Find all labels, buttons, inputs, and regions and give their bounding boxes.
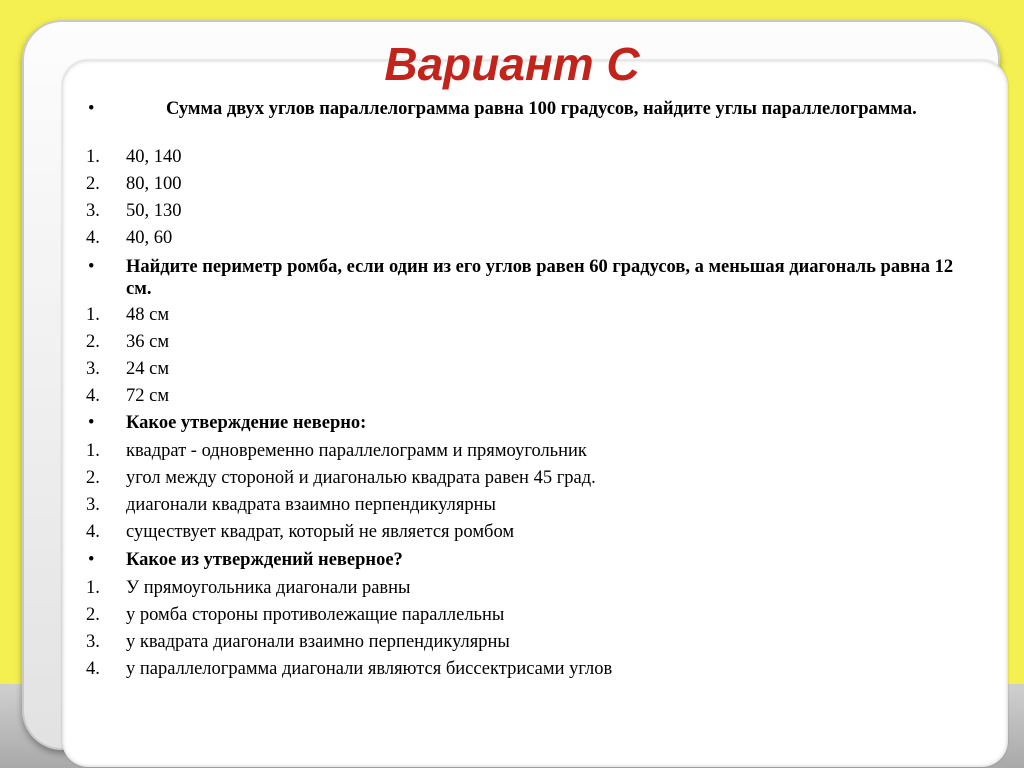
option-text: диагонали квадрата взаимно перпендикулярны bbox=[126, 495, 496, 515]
option-text: 24 см bbox=[126, 359, 170, 379]
option-number: 4. bbox=[86, 522, 100, 542]
question-text: Сумма двух углов параллелограмма равна 100 градусов, найдите углы параллелограмма. bbox=[166, 99, 917, 119]
option-number: 2. bbox=[86, 174, 100, 194]
option-text: угол между стороной и диагональю квадрата равен 45 град. bbox=[126, 468, 596, 488]
option-text: у параллелограмма диагонали являются биссектрисами углов bbox=[126, 659, 613, 679]
option-text: 48 см bbox=[126, 305, 170, 325]
option-text: у ромба стороны противолежащие параллельны bbox=[126, 605, 505, 625]
option-number: 1. bbox=[86, 147, 100, 167]
option-number: 4. bbox=[86, 386, 100, 406]
option-text: У прямоугольника диагонали равны bbox=[126, 578, 411, 598]
option-number: 1. bbox=[86, 578, 100, 598]
option-number: 2. bbox=[86, 605, 100, 625]
bullet-marker: • bbox=[88, 550, 95, 570]
option-number: 1. bbox=[86, 305, 100, 325]
option-number: 2. bbox=[86, 468, 100, 488]
bullet-marker: • bbox=[88, 257, 95, 277]
question-text: Какое утверждение неверно: bbox=[126, 413, 367, 433]
option-number: 1. bbox=[86, 441, 100, 461]
option-number: 2. bbox=[86, 332, 100, 352]
option-number: 3. bbox=[86, 201, 100, 221]
option-text: квадрат - одновременно параллелограмм и прямоугольник bbox=[126, 441, 587, 461]
option-text: 72 см bbox=[126, 386, 170, 406]
option-text: у квадрата диагонали взаимно перпендикулярны bbox=[126, 632, 510, 652]
option-text: 50, 130 bbox=[126, 201, 182, 221]
option-text: существует квадрат, который не является ромбом bbox=[126, 522, 515, 542]
option-text: 40, 140 bbox=[126, 147, 182, 167]
slide-title: Вариант С bbox=[384, 38, 640, 90]
bullet-marker: • bbox=[88, 413, 95, 433]
option-number: 4. bbox=[86, 228, 100, 248]
question-text: Какое из утверждений неверное? bbox=[126, 550, 403, 570]
option-number: 3. bbox=[86, 632, 100, 652]
bullet-marker: • bbox=[88, 99, 95, 119]
option-text: 36 см bbox=[126, 332, 170, 352]
option-text: 40, 60 bbox=[126, 228, 173, 248]
option-number: 4. bbox=[86, 659, 100, 679]
option-number: 3. bbox=[86, 495, 100, 515]
option-number: 3. bbox=[86, 359, 100, 379]
option-text: 80, 100 bbox=[126, 174, 182, 194]
question-text: Найдите периметр ромба, если один из его углов равен 60 градусов, а меньшая диагональ равна 12 см. bbox=[126, 257, 954, 299]
